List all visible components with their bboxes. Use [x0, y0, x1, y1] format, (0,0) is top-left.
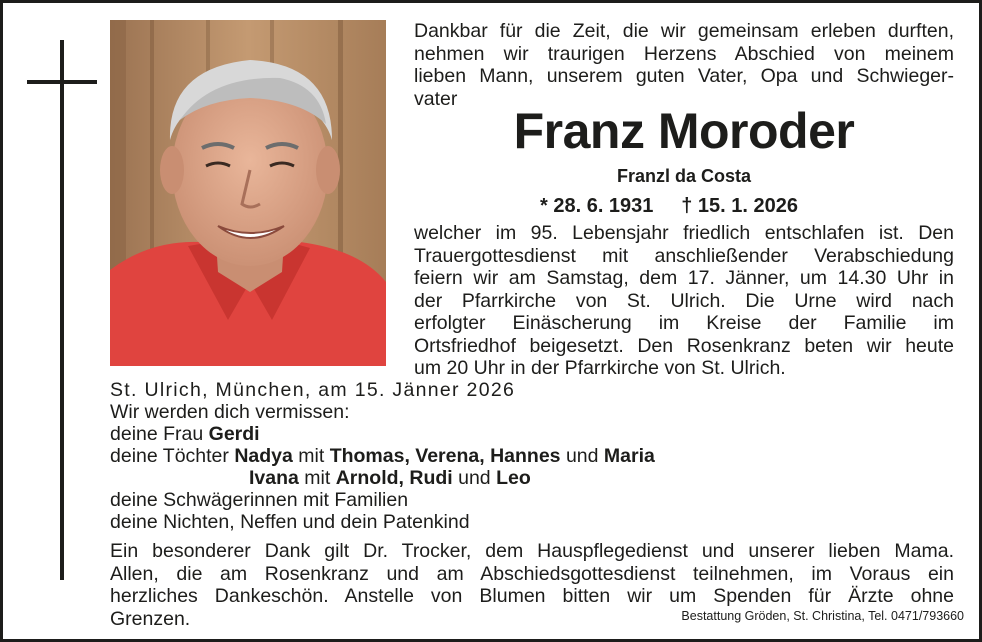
- mourner-wife: [110, 423, 260, 446]
- mourner-label: deine Frau: [110, 423, 209, 445]
- mourner-name: Thomas, Verena, Hannes: [329, 445, 561, 467]
- mourner-label: deine Töchter: [110, 445, 235, 467]
- mourner-daughters: [110, 445, 655, 468]
- body-line: erfolgter Einäscherung im Kreise der Familie im: [414, 312, 954, 334]
- intro-line: vater: [414, 87, 458, 110]
- body-line: der Pfarrkirche von St. Ulrich. Die Urne wird nach: [414, 289, 954, 312]
- portrait-photo: [110, 20, 386, 366]
- mourner-name: Arnold, Rudi: [335, 467, 453, 489]
- deceased-nickname: Franzl da Costa: [616, 166, 752, 186]
- cross-symbol: [60, 40, 64, 580]
- thanks-line: Ein besonderer Dank gilt Dr. Trocker, dem Hauspflegedienst und unserer lieben Mama.: [110, 540, 954, 562]
- mourner-connector: und: [452, 467, 497, 489]
- intro-text: [414, 20, 954, 110]
- body-line: um 20 Uhr in der Pfarrkirche von St. Ulrich.: [414, 357, 786, 379]
- undertaker-contact: Bestattung Gröden, St. Christina, Tel. 0471/793660: [681, 609, 964, 623]
- mourner-daughter-second: [249, 467, 531, 490]
- mourner-name: Maria: [603, 445, 655, 467]
- body-line: Trauergottesdienst mit anschließender Verabschiedung: [414, 244, 954, 267]
- intro-line: lieben Mann, unserem guten Vater, Opa und Schwieger-: [414, 65, 954, 87]
- place-date: St. Ulrich, München, am 15. Jänner 2026: [110, 379, 516, 401]
- mourner-name: Nadya: [234, 445, 293, 467]
- body-line: feiern wir am Samstag, dem 17. Jänner, um 14.30 Uhr in: [414, 267, 954, 289]
- mourner-nieces: deine Nichten, Neffen und dein Patenkind: [110, 511, 470, 533]
- mourner-connector: mit: [298, 467, 336, 489]
- mourner-connector: und: [560, 445, 604, 467]
- thanks-line: Allen, die am Rosenkranz und am Abschiedsgottesdienst teilnehmen, im Voraus ein: [110, 562, 954, 585]
- thanks-line: herzliches Dankeschön. Anstelle von Blumen bitten wir um Spenden für Ärzte ohne: [110, 585, 954, 607]
- death-date: † 15. 1. 2026: [681, 195, 799, 217]
- mourner-name: Gerdi: [208, 423, 260, 445]
- mourner-sisters-in-law: deine Schwägerinnen mit Familien: [110, 489, 409, 511]
- intro-line: nehmen wir traurigen Herzens Abschied von meinem: [414, 42, 954, 65]
- body-line: welcher im 95. Lebensjahr friedlich entschlafen ist. Den: [414, 222, 954, 244]
- mourner-name: Ivana: [249, 467, 299, 489]
- mourner-connector: mit: [292, 445, 330, 467]
- life-dates: [540, 195, 798, 218]
- cross-symbol-bar: [27, 80, 97, 84]
- body-line: Ortsfriedhof beigesetzt. Den Rosenkranz beten wir heute: [414, 334, 954, 357]
- mourner-name: Leo: [496, 467, 531, 489]
- thanks-line: Grenzen.: [110, 607, 191, 630]
- birth-date: * 28. 6. 1931: [540, 195, 654, 217]
- mourners-intro: Wir werden dich vermissen:: [110, 401, 350, 423]
- deceased-name: Franz Moroder: [513, 103, 855, 159]
- funeral-details: [414, 222, 954, 380]
- intro-line: Dankbar für die Zeit, die wir gemeinsam erleben durften,: [414, 20, 954, 42]
